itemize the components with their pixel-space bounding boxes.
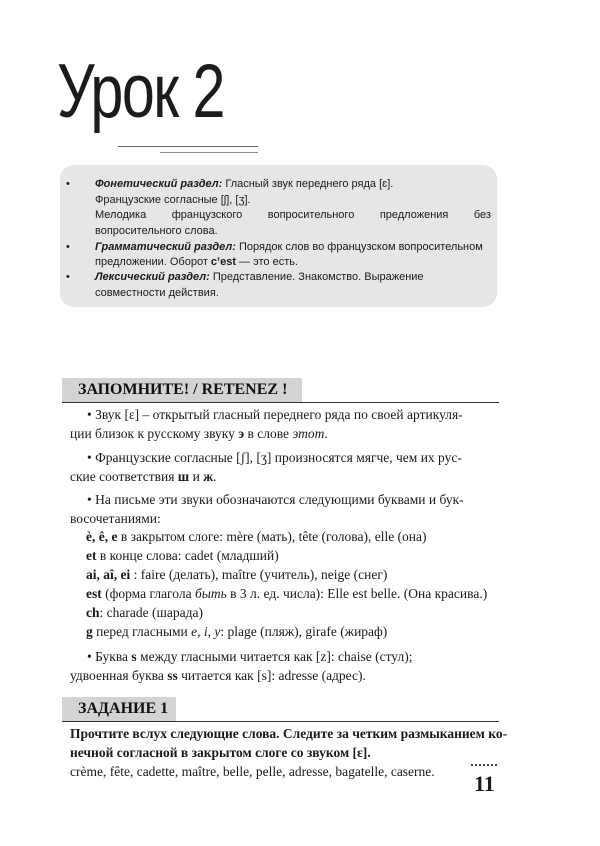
phonetic-label: Фонетический раздел: — [95, 178, 223, 190]
bullet: • — [66, 271, 70, 283]
bullet: • — [66, 178, 70, 190]
letters: et — [86, 548, 97, 563]
lexical-line-1 — [95, 270, 424, 286]
text: удвоенная буква — [70, 668, 168, 683]
letter: ж — [203, 469, 213, 484]
word: французского — [171, 209, 243, 221]
grammar-text: Порядок слов во французском вопросительном — [235, 241, 483, 253]
letter: ш — [177, 469, 190, 484]
text: читается как [s]: adresse (адрес). — [177, 668, 366, 683]
rule-italic: быть — [194, 586, 227, 601]
spelling-rule-6 — [86, 622, 387, 642]
rule-text: перед гласными — [92, 624, 192, 639]
spelling-rule-2 — [86, 546, 279, 566]
grammar-text: предложении. Оборот — [95, 256, 211, 268]
phonetic-line-4: вопросительного слова. — [95, 225, 218, 237]
rule-text: в конце слова: cadet (младший) — [96, 548, 279, 563]
lexical-line-2: совместности действия. — [95, 287, 219, 299]
text: между гласными читается как [z]: chaise (стул); — [136, 649, 413, 664]
retenez-header: ЗАПОМНИТЕ! / RETENEZ ! — [62, 378, 302, 402]
rule-text: в 3 л. ед. числа): Elle est belle. (Она красива.) — [226, 586, 488, 601]
letters: est — [86, 586, 102, 601]
task1-instruction-line1: Прочтите вслух следующие слова. Следите за четким размыканием ко- — [70, 726, 508, 741]
page-number: 11 — [474, 771, 495, 796]
example-word: этот — [292, 426, 325, 441]
text: ции близок к русскому звуку — [70, 426, 239, 441]
phonetic-line-1 — [95, 177, 393, 193]
retenez-p2-line2 — [70, 467, 216, 487]
text: ские соответствия — [70, 469, 178, 484]
retenez-p3-line1: • На письме эти звуки обозначаются следующими буквами и бук- — [87, 492, 464, 507]
grammar-label: Грамматический раздел: — [95, 241, 236, 253]
section-divider — [62, 721, 499, 722]
word: вопросительного — [267, 209, 355, 221]
letters: g — [86, 624, 93, 639]
text: . — [324, 426, 328, 441]
text: . — [212, 469, 217, 484]
cest-term: c’est — [210, 256, 236, 268]
lexical-text: Представление. Знакомство. Выражение — [209, 271, 424, 283]
spelling-rule-4 — [86, 584, 487, 604]
letters: è, ê, e — [86, 529, 118, 544]
letters: ai, aî, ei — [86, 567, 131, 582]
word: Мелодика — [95, 209, 147, 221]
retenez-p3-line2: восочетаниями: — [70, 511, 161, 526]
letter: s — [131, 649, 137, 664]
grammar-line-1 — [95, 240, 483, 256]
text: • Буква — [87, 649, 132, 664]
task1-header: ЗАДАНИЕ 1 — [62, 697, 176, 721]
phonetic-line-3 — [95, 208, 491, 224]
retenez-p4-line2 — [70, 666, 366, 686]
task1-instruction-line2: нечной согласной в закрытом слоге со звуком [ɛ]. — [70, 745, 371, 760]
retenez-p1-line1: • Звук [ɛ] – открытый гласный переднего ряда по своей артикуля- — [87, 407, 463, 422]
letters: ch — [86, 605, 100, 620]
rule-text: : faire (делать), maître (учитель), neige (снег) — [130, 567, 388, 582]
phonetic-line-2: Французские согласные [ʃ], [ʒ]. — [95, 194, 251, 206]
page-number-dots — [471, 764, 497, 766]
retenez-p1-line2 — [70, 424, 328, 444]
grammar-text: — это есть. — [236, 256, 299, 268]
title-underline-short — [160, 152, 258, 153]
spelling-rule-5 — [86, 603, 203, 623]
retenez-p4-line1 — [87, 647, 412, 667]
text: и — [189, 469, 204, 484]
rule-text: : plage (пляж), girafe (жираф) — [220, 624, 388, 639]
word: предложения — [379, 209, 449, 221]
rule-italic: e, i, y — [191, 624, 221, 639]
spelling-rule-1 — [86, 527, 427, 547]
lexical-label: Лексический раздел: — [95, 271, 210, 283]
rule-text: (форма глагола — [101, 586, 195, 601]
task1-word-list: crème, fête, cadette, maître, belle, pelle, adresse, bagatelle, caserne. — [70, 764, 435, 779]
rule-text: : charade (шарада) — [99, 605, 203, 620]
word: без — [473, 209, 491, 221]
lesson-title: Урок 2 — [57, 49, 224, 134]
text: в слове — [244, 426, 293, 441]
letter: э — [238, 426, 245, 441]
title-underline — [118, 146, 258, 147]
grammar-line-2 — [95, 255, 298, 271]
letter: ss — [167, 668, 178, 683]
section-divider — [62, 402, 499, 403]
retenez-p2-line1: • Французские согласные [ʃ], [ʒ] произносятся мягче, чем их рус- — [87, 450, 462, 465]
rule-text: в закрытом слоге: mère (мать), tête (голова), elle (она) — [117, 529, 427, 544]
phonetic-text: Гласный звук переднего ряда [ɛ]. — [222, 178, 394, 190]
bullet: • — [66, 241, 70, 253]
spelling-rule-3 — [86, 565, 387, 585]
